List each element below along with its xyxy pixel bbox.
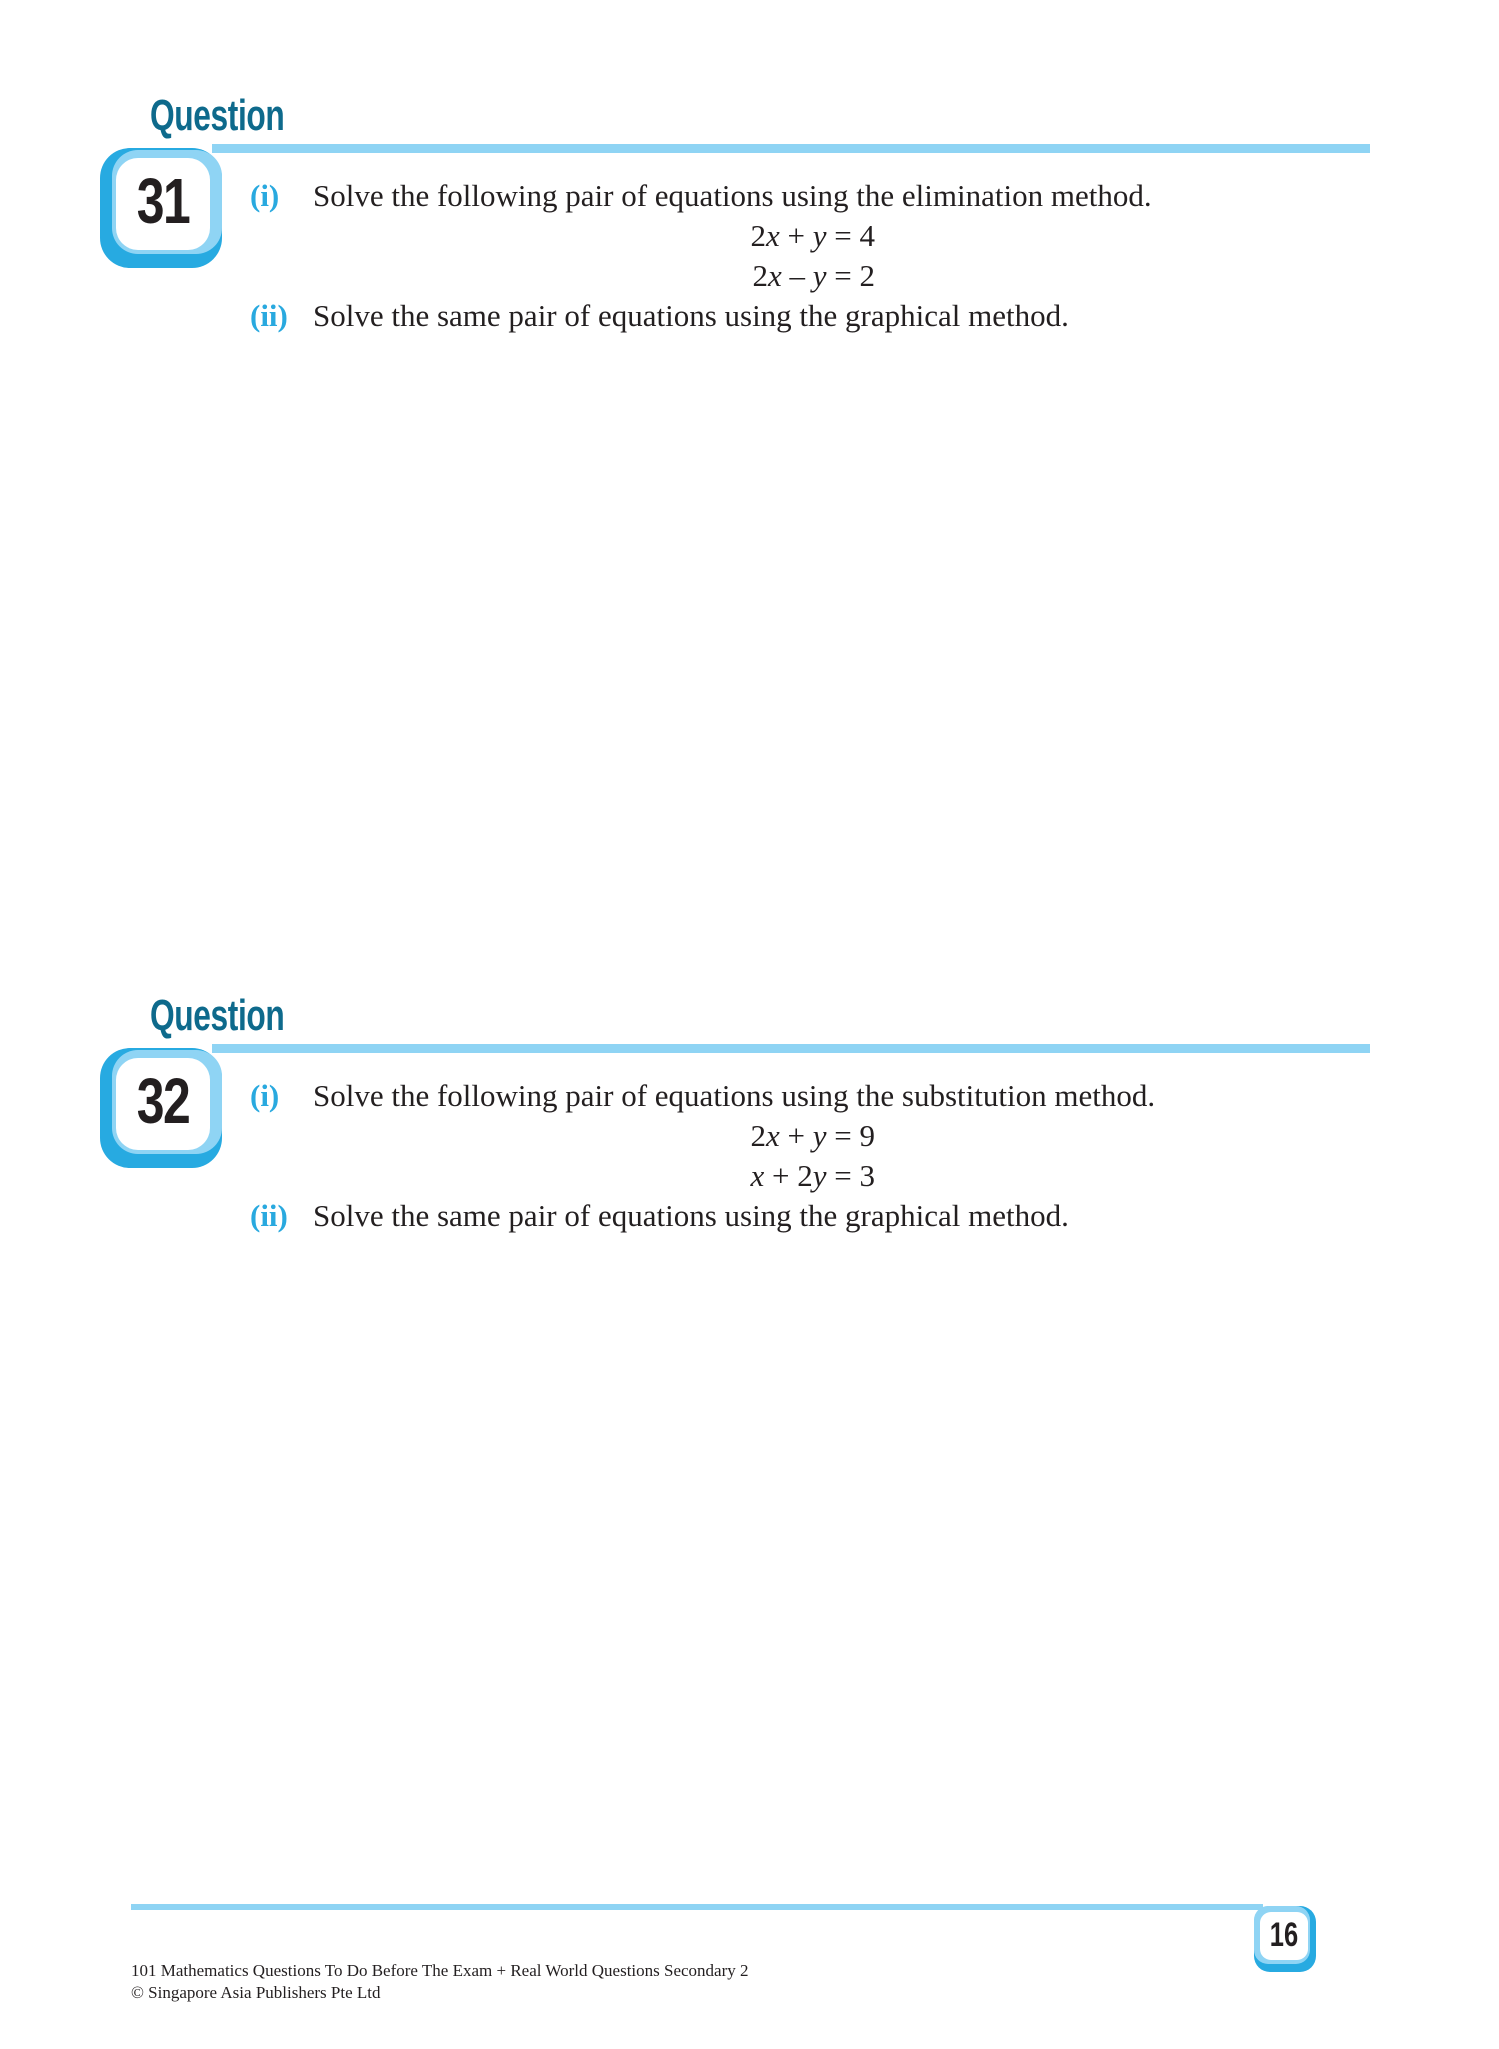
equation-text: 2x – y = 2 [752,258,875,293]
question-part-i [250,176,1152,216]
equation-text: 2x + y = 9 [750,1118,875,1153]
footer-rule [131,1904,1263,1910]
question-part-ii [250,296,1069,336]
equation-1 [0,1116,875,1156]
equation-2 [0,256,875,296]
part-text: Solve the same pair of equations using the graphical method. [313,1198,1069,1233]
equation-text: 2x + y = 4 [750,218,875,253]
part-text: Solve the following pair of equations using the elimination method. [313,178,1152,213]
heading-rule [212,1044,1370,1053]
question-heading: Question [150,991,285,1040]
question-part-i [250,1076,1155,1116]
page-number-badge [1254,1906,1316,1972]
part-label: (ii) [250,1198,288,1233]
copyright: © Singapore Asia Publishers Pte Ltd [131,1983,381,2002]
question-number: 31 [136,165,190,237]
part-label: (ii) [250,298,288,333]
book-title: 101 Mathematics Questions To Do Before The Exam + Real World Questions Secondary 2 [131,1961,749,1980]
part-text: Solve the same pair of equations using the graphical method. [313,298,1069,333]
question-heading: Question [150,91,285,140]
part-label: (i) [250,178,280,213]
question-number: 32 [136,1065,190,1137]
page-number: 16 [1269,1916,1299,1954]
equation-text: x + 2y = 3 [750,1158,875,1193]
question-part-ii [250,1196,1069,1236]
equation-2 [0,1156,875,1196]
equation-1 [0,216,875,256]
heading-rule [212,144,1370,153]
part-label: (i) [250,1078,280,1113]
part-text: Solve the following pair of equations using the substitution method. [313,1078,1156,1113]
